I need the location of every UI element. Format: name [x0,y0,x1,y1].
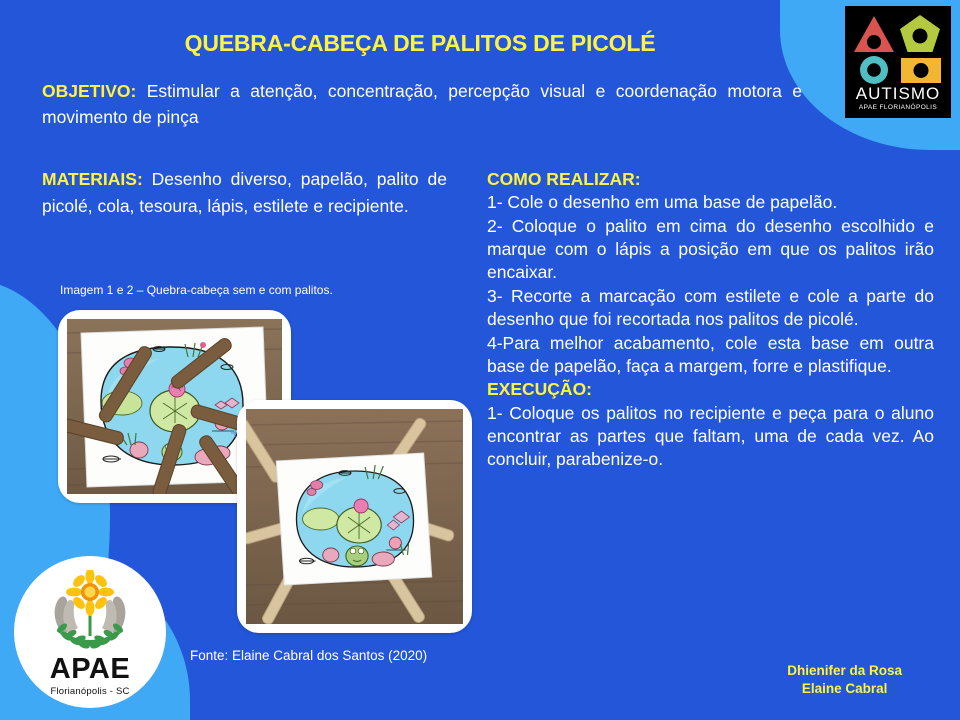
objetivo-block [42,78,802,131]
apae-logo-emblem [38,570,142,654]
images-source: Fonte: Elaine Cabral dos Santos (2020) [190,648,428,663]
como-realizar-step-1: 1- Cole o desenho em uma base de papelão. [487,192,838,213]
como-realizar-step-3: 3- Recorte a marcação com estilete e cole a parte do desenho que foi recortada nos palitos de picolé. [487,285,934,330]
apae-logo [14,556,166,708]
execucao-step-1: 1- Coloque os palitos no recipiente e peça para o aluno encontrar as partes que faltam, uma de cada vez. Ao concluir, parabenize-o. [487,402,934,470]
como-realizar-heading: COMO REALIZAR: [487,169,641,189]
credit-author-1: Dhienifer da Rosa [787,663,902,678]
materiais-text: Desenho diverso, papelão, palito de picolé, cola, tesoura, lápis, estilete e recipiente. [42,169,447,217]
apae-logo-title: APAE [49,653,131,685]
autismo-logo-title: AUTISMO [855,84,941,103]
autismo-logo [845,6,951,118]
credits-block [787,662,902,698]
photo-quebra-cabeca-com-palitos [237,400,472,633]
credit-author-2: Elaine Cabral [801,681,888,697]
photo2-content [246,409,463,624]
autismo-logo-subtitle: APAE FLORIANÓPOLIS [858,104,938,111]
materiais-block [42,166,447,220]
como-realizar-step-4: 4-Para melhor acabamento, cole esta base em outra base de papelão, faça a margem, forre e plastifique. [487,332,934,376]
objetivo-text: Estimular a atenção, concentração, percepção visual e coordenação motora e movimento de pinça [42,81,802,128]
images-caption: Imagem 1 e 2 – Quebra-cabeça sem e com palitos. [60,283,333,297]
instructions-column [487,168,934,472]
execucao-heading: EXECUÇÃO: [487,379,593,400]
apae-logo-subtitle: Florianópolis - SC [50,686,130,697]
page-title: QUEBRA-CABEÇA DE PALITOS DE PICOLÉ [184,30,656,56]
materiais-label: MATERIAIS: [42,169,143,189]
objetivo-label: OBJETIVO: [42,81,137,101]
como-realizar-step-2: 2- Coloque o palito em cima do desenho escolhido e marque com o lápis a posição em que os palitos irão encaixar. [487,215,934,283]
